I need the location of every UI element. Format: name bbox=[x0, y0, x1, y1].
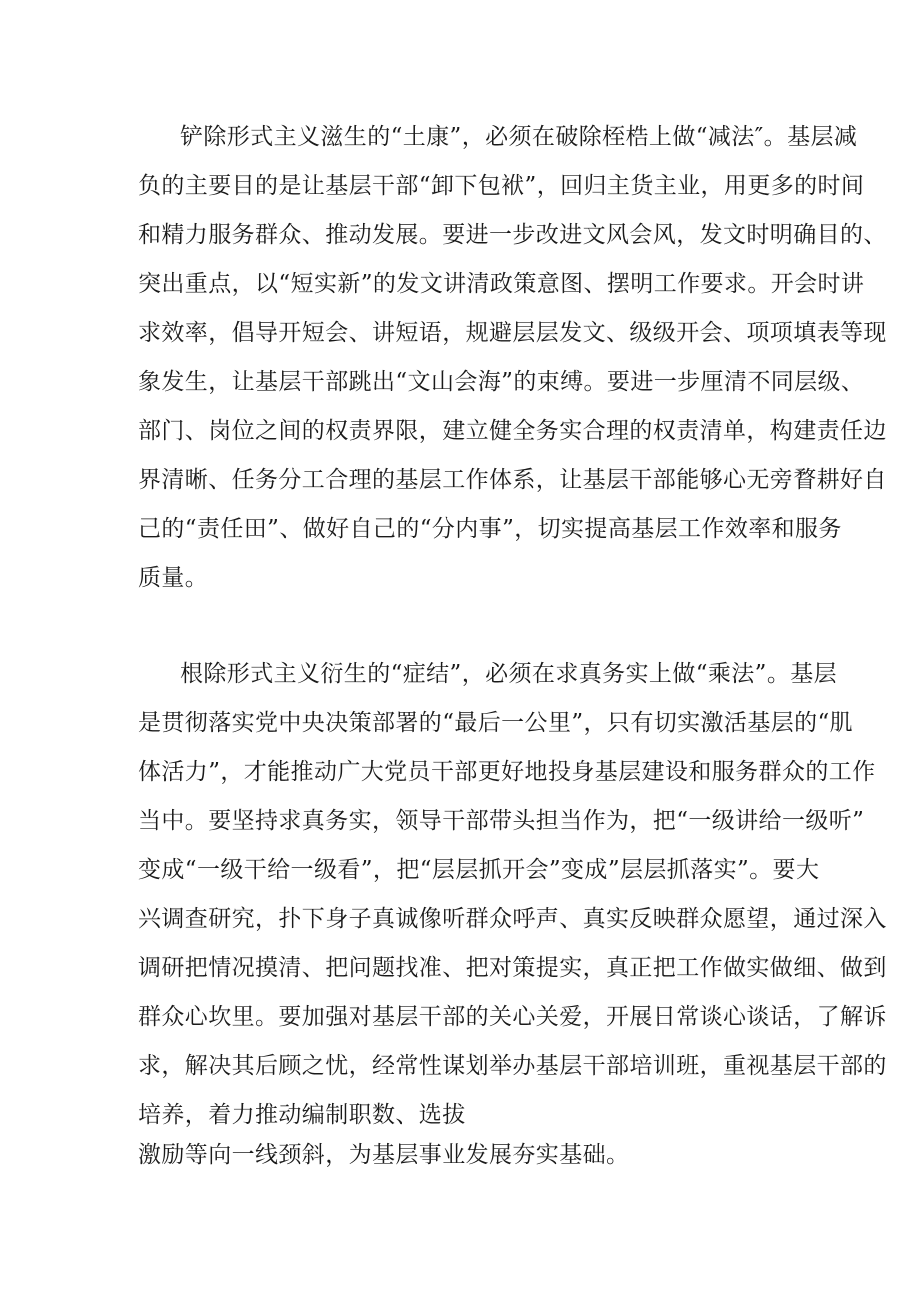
text-line: 和精力服务群众、推动发展。要进一步改进文风会风，发文时明确目的、 bbox=[138, 222, 887, 248]
text-line: 群众心坎里。要加强对基层干部的关心关爱，开展日常谈心谈话，了解诉 bbox=[138, 1004, 887, 1030]
text-line: 求效率，倡导开短会、讲短语，规避层层发文、级级开会、项项填表等现 bbox=[138, 320, 887, 346]
text-line: 调研把情况摸清、把问题找准、把对策提实，真正把工作做实做细、做到 bbox=[138, 955, 887, 981]
text-line: 当中。要坚持求真务实，领导干部带头担当作为，把“一级讲给一级听” bbox=[138, 808, 865, 834]
text-line: 求，解决其后顾之忧，经常性谋划举办基层干部培训班，重视基层干部的 bbox=[138, 1053, 887, 1079]
text-line: 部门、岗位之间的权责界限，建立健全务实合理的权责清单，构建责任边 bbox=[138, 418, 887, 444]
text-line: 质量。 bbox=[138, 565, 209, 591]
text-line: 铲除形式主义滋生的“土康”，必须在破除桎梏上做“减法″。基层减 bbox=[180, 124, 858, 150]
text-line: 激励等向一线颈斜，为基层事业发展夯实基础。 bbox=[138, 1142, 630, 1168]
text-line: 负的主要目的是让基层干部“卸下包袱”，回归主货主业，用更多的时间 bbox=[138, 173, 865, 199]
text-line: 象发生，让基层干部跳出“文山会海”的束缚。要进一步厘清不同层级、 bbox=[138, 369, 865, 395]
text-line: 是贯彻落实党中央决策部署的“最后一公里”，只有切实激活基层的“肌 bbox=[138, 710, 854, 736]
text-line: 根除形式主义衍生的“症结”，必须在求真务实上做“乘法”。基层 bbox=[180, 661, 838, 687]
text-line: 培养，着力推动编制职数、选拔 bbox=[138, 1102, 466, 1128]
text-line: 兴调查研究，扑下身子真诚像听群众呼声、真实反映群众愿望，通过深入 bbox=[138, 906, 887, 932]
text-line: 己的“责任田”、做好自己的“分内事”，切实提高基层工作效率和服务 bbox=[138, 516, 842, 542]
text-line: 突出重点，以“短实新”的发文讲清政策意图、摆明工作要求。开会时讲 bbox=[138, 271, 865, 297]
text-line: 体活力”，才能推动广大党员干部更好地投身基层建设和服务群众的工作 bbox=[138, 759, 876, 785]
text-line: 界清晰、任务分工合理的基层工作体系，让基层干部能够心无旁瞀耕好自 bbox=[138, 467, 887, 493]
text-line: 变成“一级干给一级看”，把“层层抓开会”变成”层层抓落实”。要大 bbox=[138, 857, 820, 883]
